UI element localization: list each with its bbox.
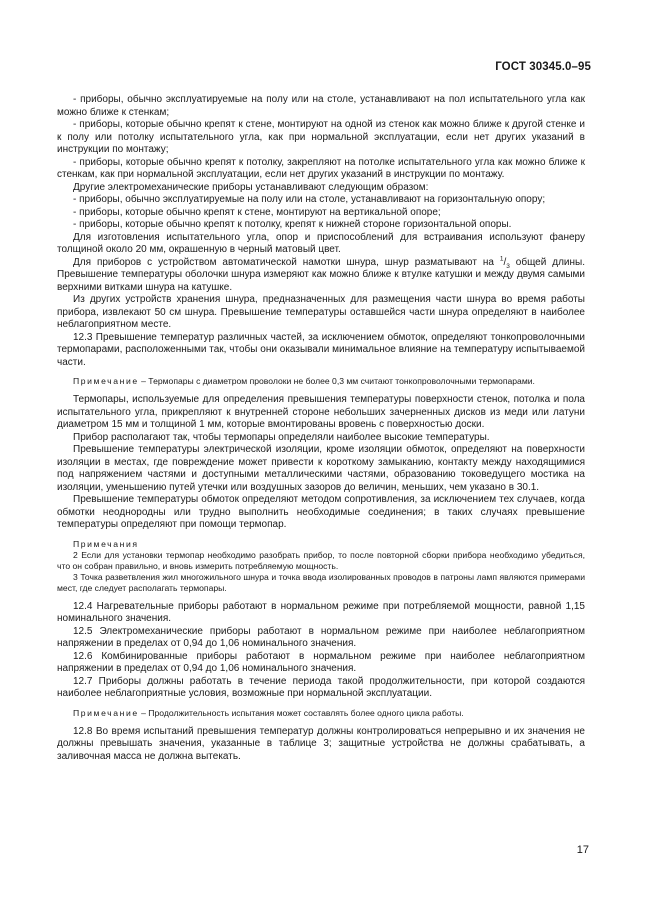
note [57, 376, 585, 387]
paragraph: 12.5 Электромеханические приборы работают в нормальном режиме при наиболее неблагоприятном напряжении в пределах от 0,94 до 1,06 номинального значения. [57, 625, 585, 649]
paragraph: 12.6 Комбинированные приборы работают в нормальном режиме при наиболее неблагоприятном напряжении в пределах от 0,94 до 1,06 номинального значения. [57, 650, 585, 674]
note [57, 708, 585, 719]
paragraph: Прибор располагают так, чтобы термопары определяли наиболее высокие температуры. [73, 431, 490, 443]
paragraph: 12.4 Нагревательные приборы работают в нормальном режиме при потребляемой мощности, равной 1,15 номинального значения. [57, 600, 585, 624]
paragraph: - приборы, которые обычно крепят к стене, монтируют на вертикальной опоре; [73, 206, 441, 218]
paragraph: - приборы, которые обычно крепят к потолку, закрепляют на потолке испытательного угла как можно ближе к стенкам, как при нормальной эксплуатации, если нет других указаний в инструкции по монтажу. [57, 156, 585, 180]
standard-code: ГОСТ 30345.0–95 [495, 61, 591, 73]
note: 2 Если для установки термопар необходимо разобрать прибор, то после повторной сборки прибора необходимо убедиться, что он собран правильно, и вновь измерить потребляемую мощность. [57, 549, 585, 571]
paragraph: - приборы, которые обычно крепят к стене, монтируют на одной из стенок как можно ближе к другой стенке и к полу или потолку испытательного угла, как при нормальной эксплуатации, если нет других указаний в инструкции по монтажу; [57, 119, 585, 155]
paragraph: - приборы, обычно эксплуатируемые на полу или на столе, устанавливают на пол испытательного угла как можно ближе к стенкам; [57, 94, 585, 118]
fraction-numerator: 1 [499, 255, 504, 263]
note: 3 Точка разветвления жил многожильного шнура и точка ввода изолированных проводов в патроны ламп являются примерами мест, где следует располагать термопары. [57, 571, 585, 593]
fraction-denominator: 3 [506, 262, 510, 270]
paragraph: Превышение температуры электрической изоляции, кроме изоляции обмоток, определяют на поверхности изоляции в местах, где повреждение может привести к короткому замыканию, контакту между находящимися под напряжением частями и доступными металлическими частями, образованию токоведущего мостика на изоляции, уменьшению путей утечки или воздушных зазоров до величин, меньших, чем указано в 30.1. [57, 444, 585, 493]
paragraph: Для изготовления испытательного угла, опор и приспособлений для встраивания используют фанеру толщиной около 20 мм, окрашенную в черный матовый цвет. [57, 231, 585, 255]
paragraph: - приборы, которые обычно крепят к потолку, крепят к нижней стороне горизонтальной опоры. [73, 219, 512, 230]
note-label: Примечание [73, 376, 139, 386]
note-label: Примечание [73, 707, 139, 718]
text-run: Для приборов с устройством автоматической намотки шнура, шнур разматывают на [73, 256, 500, 268]
paragraph-fraction: Для приборов с устройством автоматической намотки шнура, шнур разматывают на $^1/_3$ общей длины. Превышение температуры оболочки шнура измеряют как можно ближе к втулке катушки и между двумя самыми верхними витками шнура на катушке. [57, 255, 585, 293]
paragraph: 12.7 Приборы должны работать в течение периода такой продолжительности, при которой создаются наиболее неблагоприятные условия, возможные при нормальной эксплуатации. [57, 675, 585, 699]
paragraph: Превышение температуры обмоток определяют методом сопротивления, за исключением тех случаев, когда обмотки неоднородны или трудно выполнить необходимые соединения; в таких случаях превышение температуры определяют при помощи термопар. [57, 494, 585, 530]
paragraph: 12.8 Во время испытаний превышения температур должны контролироваться непрерывно и их значения не должны превышать значения, указанные в таблице 3; защитные устройства не должны срабатывать, а заливочная масса не должна вытекать. [57, 725, 585, 762]
document-body [57, 94, 585, 763]
paragraph: - приборы, обычно эксплуатируемые на полу или на столе, устанавливают на горизонтальную опору; [73, 194, 546, 205]
notes-heading [57, 539, 585, 550]
paragraph: Термопары, используемые для определения превышения температуры поверхности стенок, потолка и пола испытательного угла, прикрепляют к внутренней стороне небольших зачерненных дисков из меди или латуни диаметром 15 мм и толщиной 1 мм, которые вмонтированы вровень с поверхностью доски. [57, 394, 585, 430]
note-text: – Термопары с диаметром проволоки не более 0,3 мм считают тонкопроволочными термопарами. [138, 376, 535, 386]
note-text: – Продолжительность испытания может составлять более одного цикла работы. [138, 707, 464, 718]
text-run: общей длины. Превышение температуры оболочки шнура измеряют как можно ближе к втулке катушки и между двумя самыми верхними витками шнура на катушке. [57, 256, 585, 293]
notes-label: Примечания [73, 538, 139, 549]
page-number: 17 [576, 844, 589, 856]
paragraph: 12.3 Превышение температур различных частей, за исключением обмоток, определяют тонкопроволочными термопарами, расположенными так, чтобы они оказывали минимальное влияние на температуру испытываемой части. [57, 331, 585, 368]
paragraph: Другие электромеханические приборы устанавливают следующим образом: [73, 181, 429, 193]
paragraph: Из других устройств хранения шнура, предназначенных для размещения части шнура во время работы прибора, извлекают 50 см шнура. Превышение температуры оставшейся части шнура определяют в наиболее неблагоприятном месте. [57, 294, 585, 330]
